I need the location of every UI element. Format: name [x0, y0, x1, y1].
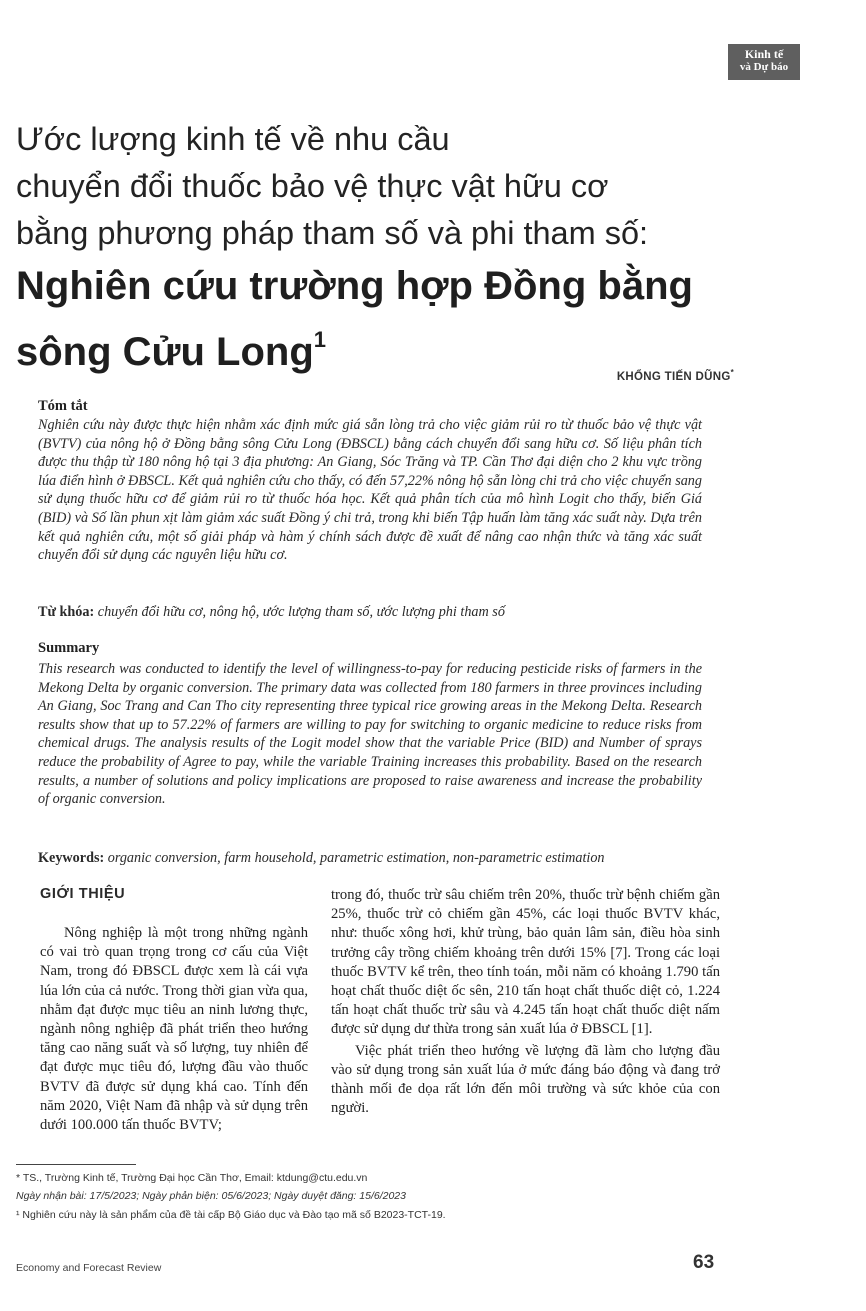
- article-title: [16, 116, 736, 257]
- subtitle-line-2-text: sông Cửu Long: [16, 330, 314, 374]
- footnote-dates: Ngày nhận bài: 17/5/2023; Ngày phản biện: 05/6/2023; Ngày duyệt đăng: 15/6/2023: [16, 1190, 406, 1202]
- subtitle-footnote-mark: 1: [313, 327, 327, 352]
- journal-footer: Economy and Forecast Review: [16, 1262, 162, 1274]
- intro-right-paragraph-1: trong đó, thuốc trừ sâu chiếm trên 20%, thuốc trừ bệnh chiếm gần 25%, thuốc trừ cỏ chiếm gần 45%, các loại thuốc BVTV khác, như: thuốc xông hơi, khử trùng, bảo quản lâm sản, điều hòa sinh trưởng cây trồng chiếm khoảng trên dưới 15% [7]. Trong các loại thuốc BVTV kể trên, theo tính toán, mỗi năm có khoảng 1.790 tấn hoạt chất thuốc diệt ốc sên, 210 tấn hoạt chất thuốc diệt cỏ, 1.224 tấn hoạt chất thuốc trừ sâu và 4.245 tấn hoạt chất thuốc diệt nấm được sử dụng dư thừa trong sản xuất lúa ở ĐBSCL [1].: [331, 887, 720, 1038]
- intro-left-paragraph: Nông nghiệp là một trong những ngành có vai trò quan trọng trong cơ cấu của Việt Nam, trong đó ĐBSCL được xem là cái vựa lúa lớn của cả nước. Trong thời gian vừa qua, nhằm đạt được mục tiêu an ninh lương thực, ngành nông nghiệp đã phát triển theo hướng tăng cao năng suất và số lượng, tuy nhiên để đạt được mục tiêu đó, lượng đầu vào thuốc BVTV đã được sử dụng khá cao. Tính đến năm 2020, Việt Nam đã nhập và sử dụng trên dưới 100.000 tấn thuốc BVTV;: [40, 925, 308, 1134]
- keywords-en: [38, 850, 605, 867]
- journal-section-badge: [728, 44, 800, 80]
- title-line-1: Ước lượng kinh tế về nhu cầu: [16, 121, 450, 157]
- abstract-vi-heading: Tóm tắt: [38, 398, 88, 414]
- article-subtitle: [16, 260, 756, 379]
- page-number: 63: [693, 1252, 715, 1273]
- keywords-vi: [38, 604, 505, 621]
- abstract-en-heading: Summary: [38, 640, 100, 656]
- keywords-vi-label: Từ khóa:: [38, 604, 95, 620]
- badge-line-2: và Dự báo: [739, 61, 789, 73]
- footnote-funding: ¹ Nghiên cứu này là sản phẩm của đề tài cấp Bộ Giáo dục và Đào tạo mã số B2023-TCT-19.: [16, 1209, 446, 1221]
- author-name: [617, 368, 734, 383]
- keywords-vi-values: chuyển đổi hữu cơ, nông hộ, ước lượng tham số, ước lượng phi tham số: [97, 604, 505, 620]
- abstract-vi-text: Nghiên cứu này được thực hiện nhằm xác định mức giá sẵn lòng trả cho việc giảm rủi ro từ thuốc bảo vệ thực vật (BVTV) của nông hộ ở Đồng bằng sông Cửu Long (ĐBSCL) bằng cách chuyển đổi sang hữu cơ. Số liệu phân tích được thu thập từ 180 nông hộ tại 3 địa phương: An Giang, Sóc Trăng và TP. Cần Thơ đại diện cho 2 khu vực trồng lúa điển hình ở ĐBSCL. Kết quả nghiên cứu cho thấy, có đến 57,22% nông hộ sẵn lòng chi trả cho việc chuyển sang sử dụng thuốc hữu cơ để giảm rủi ro từ thuốc hóa học. Kết quả phân tích của mô hình Logit cho thấy, biến Giá (BID) và Số lần phun xịt làm giảm xác suất Đồng ý chi trả, trong khi biến Tập huấn làm tăng xác suất này. Dựa trên kết quả nghiên cứu, một số giải pháp và hàm ý chính sách được đề xuất để nâng cao nhận thức và tăng xác suất chuyển đổi sử dụng các nguyên liệu hữu cơ.: [38, 417, 702, 564]
- intro-right-paragraph-2: Việc phát triển theo hướng về lượng đã làm cho lượng đầu vào sử dụng trong sản xuất lúa ở mức đáng báo động và đang trở thành mối đe dọa rất lớn đến môi trường và sức khỏe của con người.: [331, 1042, 720, 1117]
- footnote-author: * TS., Trường Kinh tế, Trường Đại học Cần Thơ, Email: ktdung@ctu.edu.vn: [16, 1172, 368, 1184]
- abstract-en-text: This research was conducted to identify the level of willingness-to-pay for reducing pesticide risks of farmers in the Mekong Delta by organic conversion. The primary data was collected from 180 farmers in three provinces including An Giang, Soc Trang and Can Tho city representing three typical rice growing areas in the Mekong Delta. Research results show that up to 57.22% of farmers are willing to pay for switching to organic medicine to reduce risks from chemical drugs. The analysis results of the Logit model show that the variable Price (BID) and Number of sprays reduce the probability of Agree to pay, while the variable Training increases this probability. Based on the research results, a number of solutions and policy implications are proposed to raise awareness and increase the probability of organic conversion.: [38, 661, 702, 808]
- title-line-3: bằng phương pháp tham số và phi tham số:: [16, 215, 649, 251]
- keywords-en-values: organic conversion, farm household, parametric estimation, non-parametric estimation: [107, 850, 605, 866]
- author-name-text: KHỔNG TIẾN DŨNG: [616, 370, 731, 383]
- subtitle-line-1: Nghiên cứu trường hợp Đồng bằng: [16, 264, 693, 308]
- intro-right-column: [331, 886, 720, 1118]
- title-line-2: chuyển đổi thuốc bảo vệ thực vật hữu cơ: [16, 168, 609, 204]
- keywords-en-label: Keywords:: [38, 850, 105, 866]
- badge-line-1: Kinh tế: [744, 47, 784, 61]
- intro-heading: GIỚI THIỆU: [40, 886, 126, 902]
- footnote-divider: [16, 1164, 136, 1165]
- intro-left-column: [40, 924, 308, 1135]
- author-footnote-mark: *: [730, 368, 734, 377]
